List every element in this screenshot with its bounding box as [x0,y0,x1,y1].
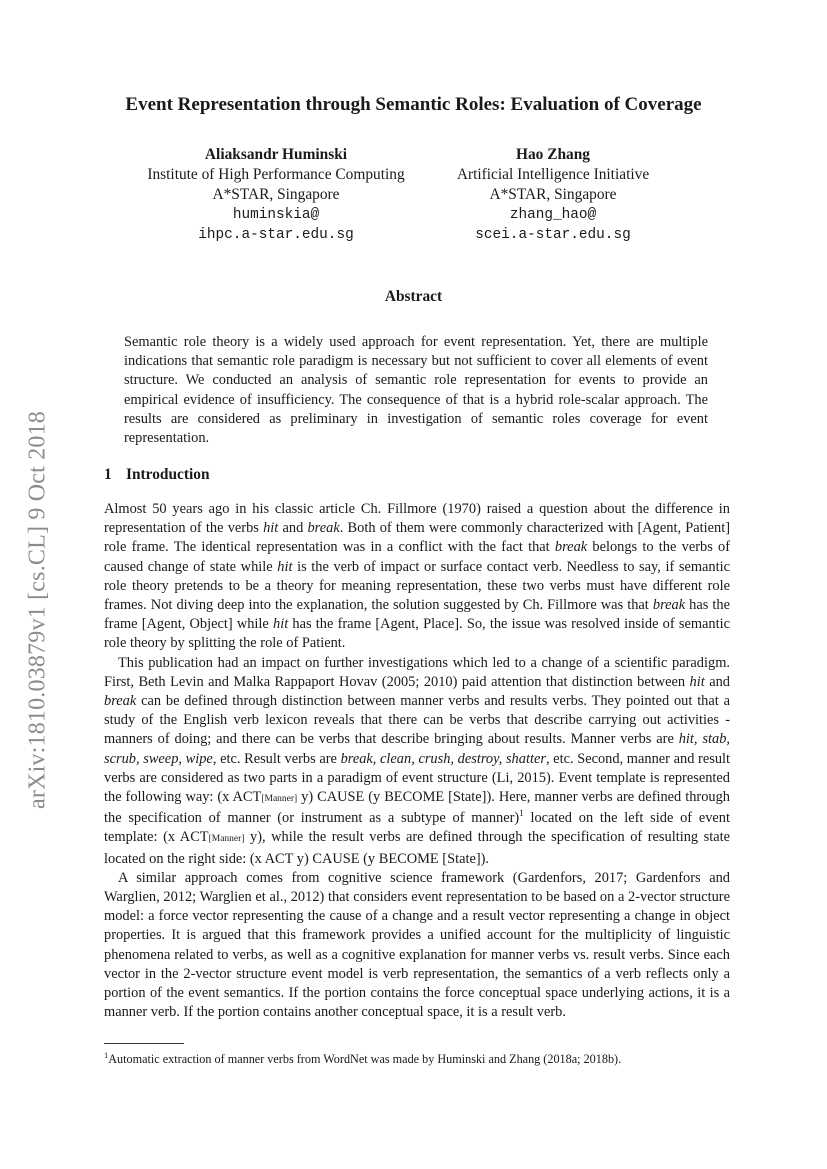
text-run: can be defined through distinction between manner verbs and results verbs. They pointed out that a study of the English verb lexicon reveals that there can be verbs that describe carrying out activities - manners of doing; and there can be verbs that describe bringing about results. Manner verbs are [104,693,730,748]
footnote-mark: 1 [104,1050,109,1060]
text-run: located on the left side of event template: (x ACT [104,810,730,846]
text-run: y), while the result verbs are defined through the specification of resulting state located on the right side: (x ACT y) CAUSE (y BECOME [State]). [104,829,730,867]
subscript-run: [Manner] [261,794,298,805]
footnote-divider [104,1043,184,1044]
author-email-line-2: scei.a-star.edu.sg [475,227,631,243]
italic-run: break [104,693,137,710]
author-affiliation: Artificial Intelligence Initiative [456,166,650,183]
text-run: y) CAUSE (y BECOME [State]). Here, manner verbs are defined through the specification of manner (or instrument as a subtype of manner) [104,789,730,827]
footnote [104,1048,730,1067]
author-email-line-2: ihpc.a-star.edu.sg [198,227,354,243]
footnote-text: Automatic extraction of manner verbs from WordNet was made by Huminski and Zhang (2018a; 2018b). [108,1052,622,1067]
author-block-1 [126,145,426,245]
author-name: Hao Zhang [516,146,590,163]
text-run: . Both of them were commonly characterized with [Agent, Patient] role frame. The identical representation was in a conflict with the fact that [104,520,731,556]
section-number: 1 [104,466,112,483]
text-run: belongs to the verbs of caused change of state while [104,539,731,575]
text-run: and [704,673,730,690]
text-run: This publication had an impact on further investigations which led to a change of a scientific paradigm. First, Beth Levin and Malka Rappaport Hovav (2005; 2010) paid attention that distinction between [104,654,730,690]
italic-run: hit [263,520,279,537]
author-affiliation: Institute of High Performance Computing [147,166,405,183]
italic-run: break [307,520,340,537]
paper-title: Event Representation through Semantic Roles: Evaluation of Coverage [125,94,702,115]
italic-run: hit [273,616,289,633]
text-run: has the frame [Agent, Place]. So, the issue was resolved inside of semantic role theory by splitting the role of Patient. [104,616,731,652]
italic-run: hit [689,673,705,690]
abstract-text: Semantic role theory is a widely used approach for event representation. Yet, there are multiple indications that semantic role paradigm is necessary but not sufficient to cover all elements of event structure. We conducted an analysis of semantic role representation for events to provide an empirical evidence of insufficiency. The consequence of that is a hybrid role-scalar approach. The results are considered as preliminary in investigation of semantic roles coverage for event representation. [124,334,708,447]
text-run: , etc. Second, manner and result verbs are considered as two parts in a paradigm of event structure (Li, 2015). Event template is represented the following way: (x ACT [104,750,731,806]
text-run: has the frame [Agent, Object] while [104,597,730,633]
author-name: Aliaksandr Huminski [204,146,348,163]
paragraph-2 [104,654,730,869]
section-heading [104,466,210,484]
author-email-line-1: huminskia@ [232,207,320,223]
author-location: A*STAR, Singapore [489,186,617,203]
arxiv-identifier-sidebar [20,370,56,850]
italic-run: hit, stab, scrub, sweep, wipe [104,731,730,767]
author-email-line-1: zhang_hao@ [509,207,597,223]
footnote-marker: 1 [519,808,524,819]
text-run: Almost 50 years ago in his classic article Ch. Fillmore (1970) raised a question about the difference in representation of the verbs [104,501,730,537]
italic-run: hit [277,558,293,575]
subscript-run: [Manner] [208,834,245,845]
arxiv-identifier-text: arXiv:1810.03879v1 [cs.CL] 9 Oct 2018 [24,410,51,810]
section-title: Introduction [126,466,210,483]
paragraph-3: A similar approach comes from cognitive science framework (Gardenfors, 2017; Gardenfors and Warglien, 2012; Warglien et al., 2012) that considers event representation to be based on a 2-vector structure model: a force vector representing the cause of a change and a result vector representing a change in object properties. It is argued that this framework provides a unified account for the multiplicity of linguistic phenomena related to verbs, as well as a cognitive explanation for manner verbs vs. result verbs. Since each vector in the 2-vector structure event model is verb representation, the semantics of a verb reflects only a portion of the event semantics. If the portion contains the force conceptual space underlying actions, it is a manner verb. If the portion contains another conceptual space, it is a result verb. [104,869,730,1021]
abstract-heading: Abstract [384,288,443,305]
paragraph-1 [104,500,730,654]
author-block-2 [403,145,703,245]
body-text [104,500,730,1022]
italic-run: break [652,597,686,614]
text-run: , etc. Result verbs are [212,750,341,767]
author-location: A*STAR, Singapore [212,186,340,203]
text-run: is the verb of impact or surface contact verb. Needless to say, if semantic role theory pretends to be a theory for meaning representation, these two verbs must have different role frames. Not diving deep into the explanation, the solution suggested by Ch. Fillmore was that [104,558,731,614]
text-run: and [278,520,308,537]
italic-run: break, clean, crush, destroy, shatter [340,750,546,767]
italic-run: break [554,539,588,556]
